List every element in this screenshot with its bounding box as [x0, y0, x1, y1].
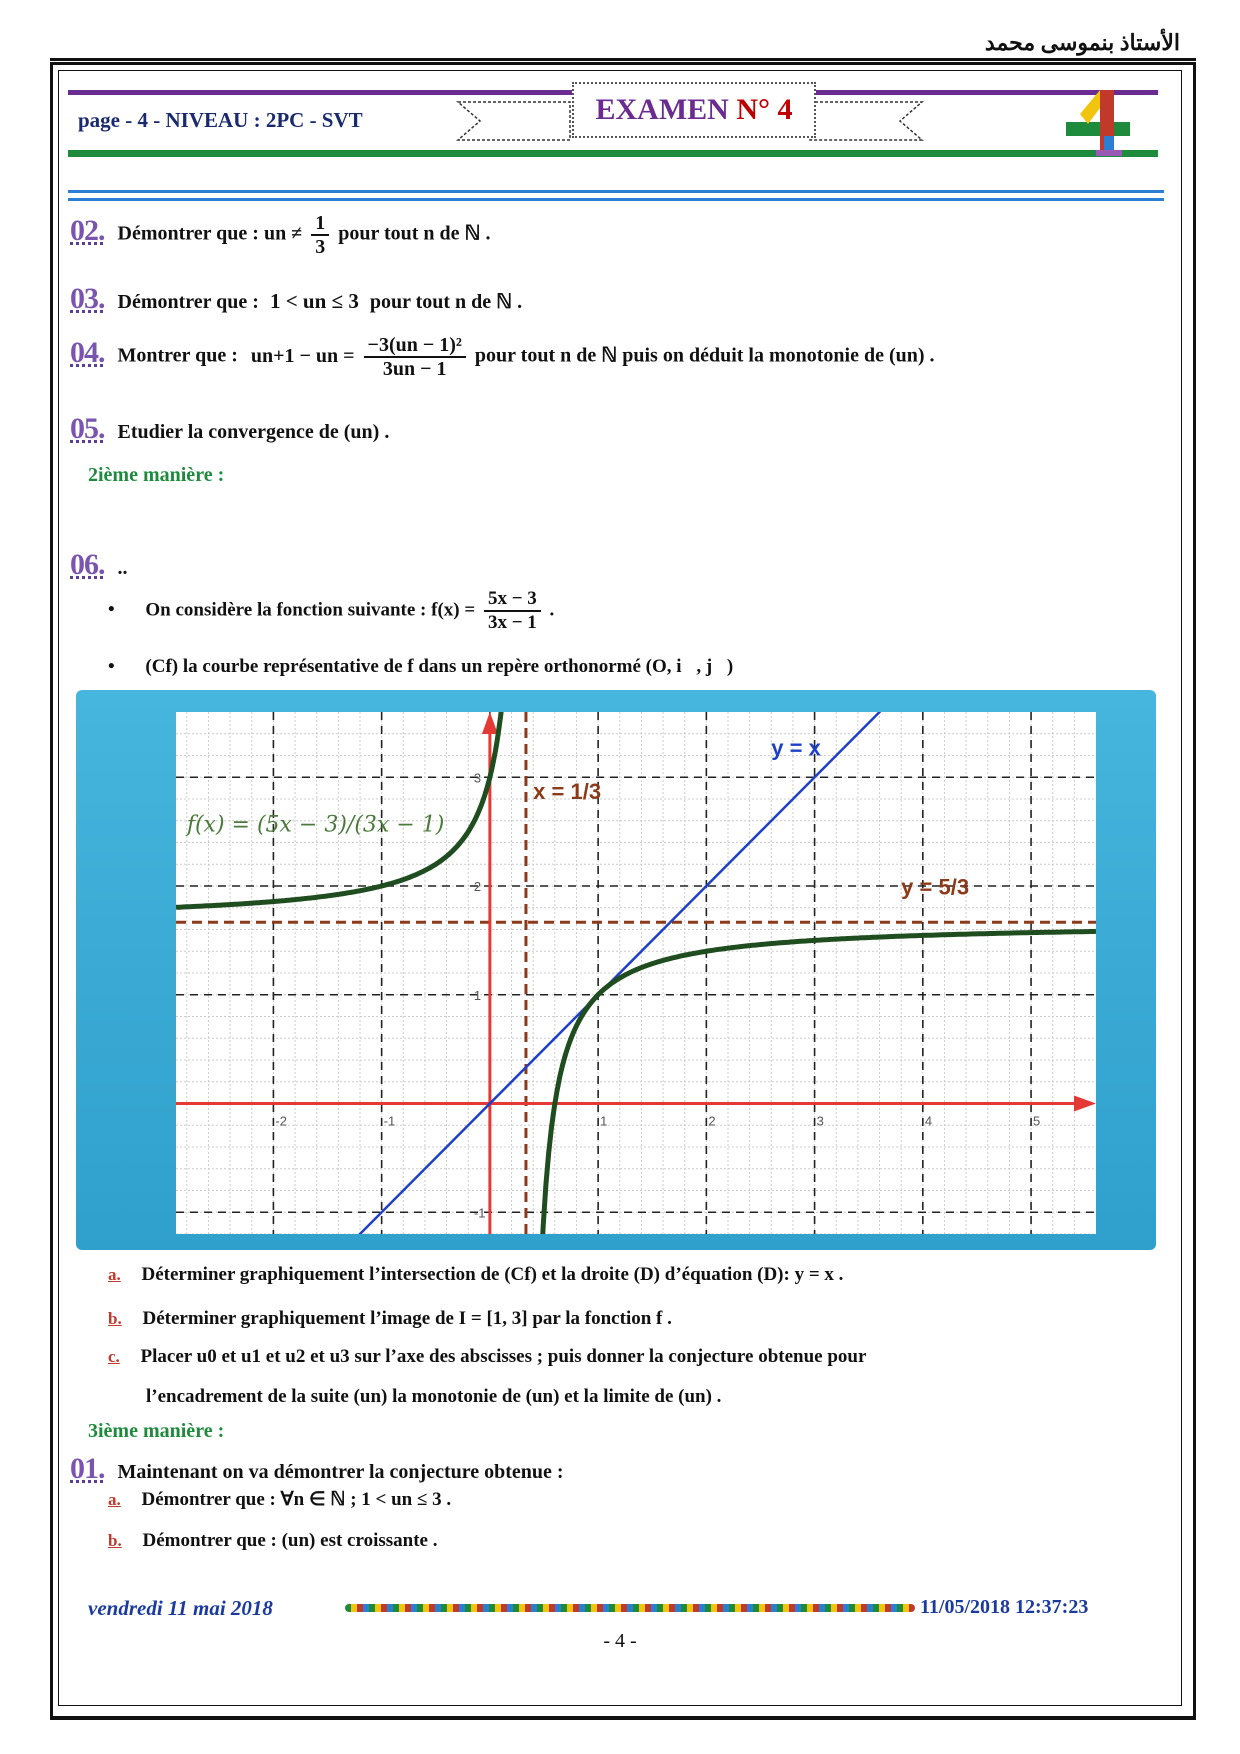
subquestion-a [108, 1264, 843, 1286]
x-tick-label: 1 [600, 1113, 608, 1129]
method-3-heading: 3ième manière : [88, 1420, 225, 1442]
bullet-curve [108, 656, 733, 678]
sub-letter: b. [108, 1531, 122, 1550]
x-tick-label: -1 [383, 1113, 396, 1129]
x-tick-label: 3 [816, 1113, 824, 1129]
question-04 [70, 334, 935, 380]
header-green-line [68, 150, 1158, 157]
exam-word: EXAMEN [595, 93, 729, 126]
subquestion-b [108, 1308, 672, 1330]
math-lhs: un+1 − un = [250, 344, 355, 367]
bullet-dot: • [108, 599, 115, 621]
sub-letter: a. [108, 1490, 121, 1509]
question-number: 01. [70, 1452, 105, 1485]
horizontal-asymptote-label: y = 5/3 [901, 874, 970, 900]
bullet-text-end: . [549, 599, 555, 621]
exam-number: N° 4 [736, 93, 793, 126]
footer-decoration [345, 1604, 915, 1612]
question-number: 03. [70, 282, 105, 315]
question-text-end: pour tout n de ℕ . [369, 291, 523, 313]
fraction-numerator: 5x − 3 [484, 588, 541, 612]
vertical-asymptote-label: x = 1/3 [533, 779, 602, 804]
x-tick-label: 5 [1033, 1113, 1041, 1129]
fraction-numerator: −3(un − 1)² [364, 334, 466, 358]
method-2-heading: 2ième manière : [88, 464, 225, 486]
math-expression: 1 < un ≤ 3 [269, 289, 359, 313]
x-tick-label: -2 [275, 1113, 287, 1129]
function-graph [176, 712, 1096, 1234]
question-number: 05. [70, 412, 105, 445]
question-03 [70, 282, 522, 316]
question-number: 06. [70, 548, 105, 581]
y-tick-label: -1 [473, 1205, 486, 1221]
footer-date: vendredi 11 mai 2018 [88, 1596, 273, 1620]
fraction-denominator: 3 [315, 236, 326, 258]
y-tick-label: 1 [473, 987, 482, 1003]
bullet-text: (Cf) la courbe représentative de f dans un repère orthonormé (O, i⃗, j⃗) [145, 656, 734, 677]
subquestion-c-line2: l’encadrement de la suite (un) la monotonie de (un) et la limite de (un) . [146, 1386, 722, 1407]
logo-digit [1060, 84, 1061, 85]
identity-label: y = x [771, 735, 821, 761]
question-text: Maintenant on va démontrer la conjecture obtenue : [117, 1461, 564, 1483]
question-number: 02. [70, 213, 105, 247]
sub-text: Placer u0 et u1 et u2 et u3 sur l’axe des abscisses ; puis donner la conjecture obtenue pour [140, 1346, 867, 1367]
bottom-rule [50, 1716, 1196, 1719]
subquestion-01b [108, 1530, 437, 1552]
question-05 [70, 412, 389, 446]
question-text: .. [117, 557, 128, 579]
y-tick-label: 2 [473, 879, 482, 894]
x-tick-label: 2 [708, 1113, 716, 1129]
sub-letter: a. [108, 1265, 121, 1284]
question-text: Démontrer que : [117, 291, 259, 313]
sub-text: Démontrer que : (un) est croissante . [142, 1530, 438, 1551]
fraction-numerator: 1 [311, 212, 329, 236]
sub-text: Démontrer que : ∀n ∈ ℕ ; 1 < un ≤ 3 . [141, 1489, 452, 1510]
question-01 [70, 1452, 564, 1486]
sub-text: Déterminer graphiquement l’image de I = [1, 3] par la fonction f . [142, 1308, 672, 1329]
logo-4 [1060, 84, 1140, 164]
logo-4-icon [1060, 84, 1140, 164]
fraction [364, 334, 466, 380]
author-name: الأستاذ بنموسى محمد [984, 30, 1180, 55]
bullet-function [108, 588, 554, 634]
function-label: f(x) = (5x − 3)/(3x − 1) [186, 812, 445, 838]
x-tick-label: 4 [924, 1113, 933, 1129]
question-text-end: pour tout n de ℕ . [338, 222, 491, 245]
question-text: Démontrer que : [117, 222, 259, 245]
page-number: - 4 - [603, 1630, 637, 1652]
header-blue-line-1 [68, 190, 1164, 193]
subquestion-c [108, 1346, 866, 1368]
fraction [484, 588, 541, 634]
top-rule [50, 58, 1196, 61]
exam-title-box [572, 82, 816, 138]
sub-letter: c. [108, 1347, 120, 1366]
question-number: 04. [70, 335, 105, 369]
math-lhs: un ≠ [263, 222, 303, 245]
y-tick-label: 3 [473, 770, 482, 786]
bullet-text: On considère la fonction suivante : f(x) = [145, 599, 476, 621]
header-blue-line-2 [68, 198, 1164, 201]
footer-timestamp: 11/05/2018 12:37:23 [920, 1596, 1089, 1618]
subquestion-01a [108, 1488, 451, 1511]
bullet-dot: • [108, 656, 115, 677]
sub-text: Déterminer graphiquement l’intersection de (Cf) et la droite (D) d’équation (D): y = x . [141, 1264, 844, 1285]
question-06 [70, 548, 128, 582]
question-text-end: pour tout n de ℕ puis on déduit la monotonie de (un) . [474, 344, 935, 367]
question-text: Etudier la convergence de (un) . [117, 421, 390, 443]
question-text: Montrer que : [117, 344, 238, 367]
fraction-denominator: 3x − 1 [487, 612, 537, 633]
sub-letter: b. [108, 1309, 122, 1328]
question-02 [70, 212, 491, 258]
fraction [311, 212, 329, 258]
fraction-denominator: 3un − 1 [382, 358, 447, 380]
page-level-info: page - 4 - NIVEAU : 2PC - SVT [78, 108, 363, 132]
